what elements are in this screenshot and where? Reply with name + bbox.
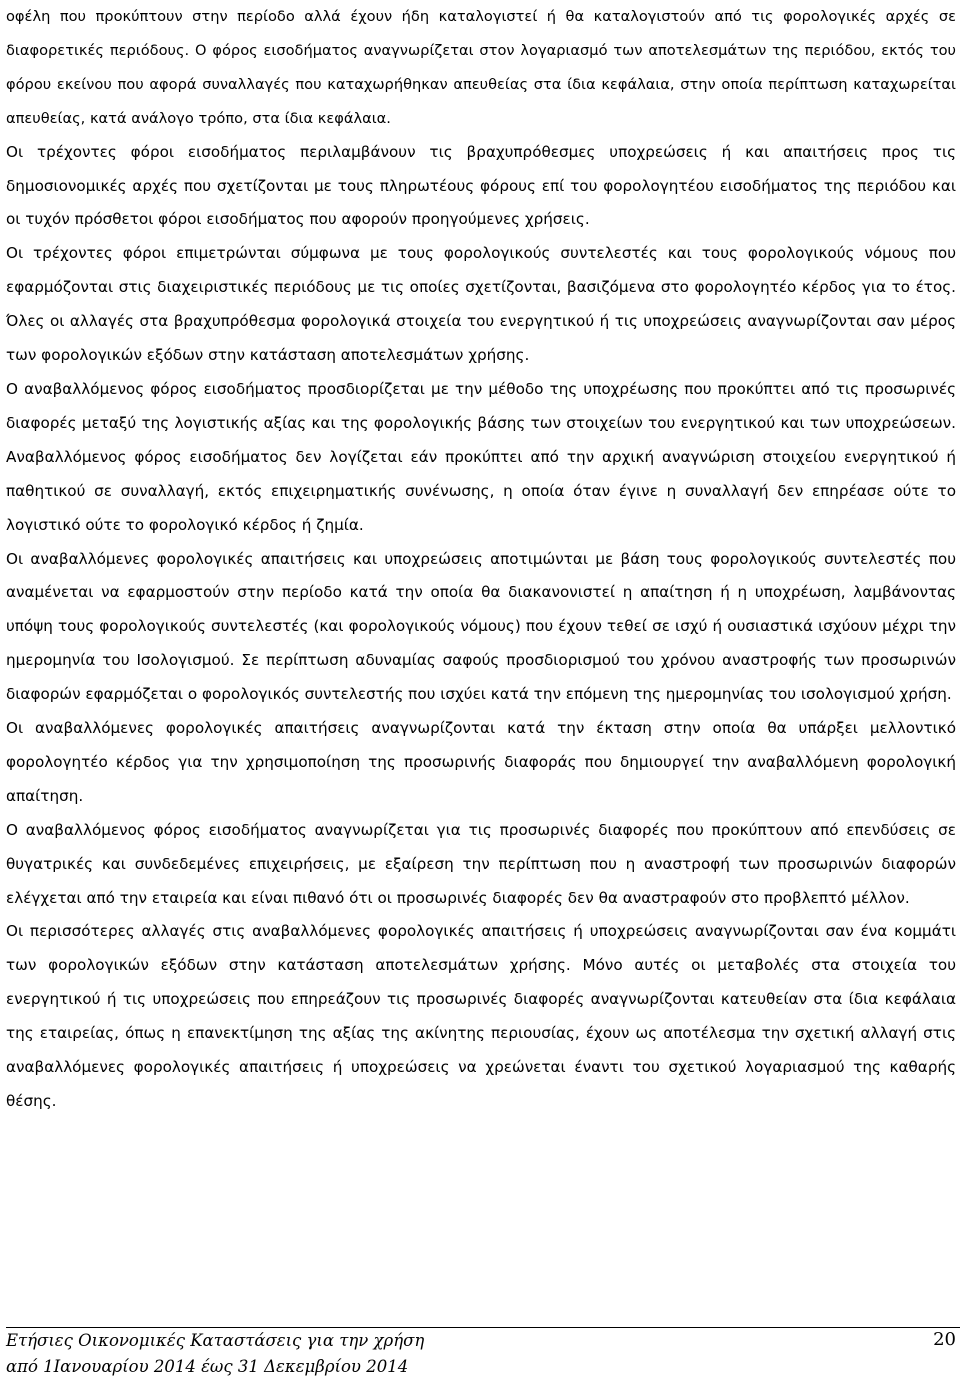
paragraph-deferred-tax-rates: Οι αναβαλλόμενες φορολογικές απαιτήσεις και υποχρεώσεις αποτιμώνται με βάση τους φορολογικούς συντελεστές που αναμένεται να εφαρμοστούν στην περίοδο κατά την οποία θα διακανονιστεί η απαίτηση ή η υποχρέωση, λαμβάνοντας υπόψη τους φορολογικούς συντελεστές (και φορολογικούς νόμους) που έχουν τεθεί σε ισχύ ή ουσιαστικά ισχύουν μέχρι την ημερομηνία του Ισολογισμού. Σε περίπτωση αδυναμίας σαφούς προσδιορισμού του χρόνου αναστροφής των προσωρινών διαφορών εφαρμόζεται ο φορολογικός συντελεστής που ισχύει κατά την επόμενη της ημερομηνίας του ισολογισμού χρήση. bbox=[6, 549, 956, 704]
paragraph-subsidiary-investments: Ο αναβαλλόμενος φόρος εισοδήματος αναγνωρίζεται για τις προσωρινές διαφορές που προκύπτουν από επενδύσεις σε θυγατρικές και συνδεδεμένες επιχειρήσεις, με εξαίρεση την περίπτωση που η αναστροφή των προσωρινών διαφορών ελέγχεται από την εταιρεία και είναι πιθανό ότι οι προσωρινές διαφορές δεν θα αναστραφούν στο προβλεπτό μέλλον. bbox=[6, 820, 956, 907]
paragraph-current-income-taxes: Οι τρέχοντες φόροι εισοδήματος περιλαμβάνουν τις βραχυπρόθεσμες υποχρεώσεις ή και απαιτήσεις προς τις δημοσιονομικές αρχές που σχετίζονται με τους πληρωτέους φόρους επί του φορολογητέου εισοδήματος της περιόδου και οι τυχόν πρόσθετοι φόροι εισοδήματος που αφορούν προηγούμενες χρήσεις. bbox=[6, 142, 956, 229]
footer-period: από 1Ιανουαρίου 2014 έως 31 Δεκεμβρίου 2014 bbox=[6, 1357, 409, 1376]
paragraph-deferred-tax-method: Ο αναβαλλόμενος φόρος εισοδήματος προσδιορίζεται με την μέθοδο της υποχρέωσης που προκύπτει από τις προσωρινές διαφορές μεταξύ της λογιστικής αξίας και της φορολογικής βάσης των στοιχείων του ενεργητικού και των υποχρεώσεων. Αναβαλλόμενος φόρος εισοδήματος δεν λογίζεται εάν προκύπτει από την αρχική αναγνώριση στοιχείου ενεργητικού ή παθητικού σε συναλλαγή, εκτός επιχειρηματικής συνένωσης, η οποία όταν έγινε η συναλλαγή δεν επηρέασε ούτε το λογιστικό ούτε το φορολογικό κέρδος ή ζημία. bbox=[6, 379, 956, 534]
document-body bbox=[6, 0, 956, 1119]
paragraph-current-tax-measurement: Οι τρέχοντες φόροι επιμετρώνται σύμφωνα με τους φορολογικούς συντελεστές και τους φορολογικούς νόμους που εφαρμόζονται στις διαχειριστικές περιόδους με τις οποίες σχετίζονται, βασιζόμενα στο φορολογητέο κέρδος για το έτος. Όλες οι αλλαγές στα βραχυπρόθεσμα φορολογικά στοιχεία του ενεργητικού ή τις υποχρεώσεις αναγνωρίζονται σαν μέρος των φορολογικών εξόδων στην κατάσταση αποτελεσμάτων χρήσης. bbox=[6, 244, 956, 365]
footer-divider bbox=[6, 1327, 960, 1328]
paragraph-deferred-tax-changes: Οι περισσότερες αλλαγές στις αναβαλλόμενες φορολογικές απαιτήσεις ή υποχρεώσεις αναγνωρίζονται σαν ένα κομμάτι των φορολογικών εξόδων στην κατάσταση αποτελεσμάτων χρήσης. Μόνο αυτές οι μεταβολές στα στοιχεία του ενεργητικού ή τις υποχρεώσεις που επηρεάζουν τις προσωρινές διαφορές αναγνωρίζονται κατευθείαν στα ίδια κεφάλαια της εταιρείας, όπως η επανεκτίμηση της αξίας της ακίνητης περιουσίας, έχουν ως αποτέλεσμα την σχετική αλλαγή στις αναβαλλόμενες φορολογικές απαιτήσεις ή υποχρεώσεις να χρεώνεται έναντι του σχετικού λογαριασμού της καθαρής θέσης. bbox=[6, 922, 956, 1110]
footer-title: Ετήσιες Οικονομικές Καταστάσεις για την χρήση bbox=[6, 1331, 425, 1350]
paragraph-deferred-tax-assets: Οι αναβαλλόμενες φορολογικές απαιτήσεις αναγνωρίζονται κατά την έκταση στην οποία θα υπάρξει μελλοντικό φορολογητέο κέρδος για την χρησιμοποίηση της προσωρινής διαφοράς που δημιουργεί την αναβαλλόμενη φορολογική απαίτηση. bbox=[6, 719, 956, 805]
paragraph-income-tax-recognition: οφέλη που προκύπτουν στην περίοδο αλλά έχουν ήδη καταλογιστεί ή θα καταλογιστούν από τις φορολογικές αρχές σε διαφορετικές περιόδους. Ο φόρος εισοδήματος αναγνωρίζεται στον λογαριασμό των αποτελεσμάτων της περιόδου, εκτός του φόρου εκείνου που αφορά συναλλαγές που καταχωρήθηκαν απευθείας στα ίδια κεφάλαια, στην οποία περίπτωση καταχωρείται απευθείας, κατά ανάλογο τρόπο, στα ίδια κεφάλαια. bbox=[6, 8, 956, 127]
page-number: 20 bbox=[933, 1329, 956, 1350]
